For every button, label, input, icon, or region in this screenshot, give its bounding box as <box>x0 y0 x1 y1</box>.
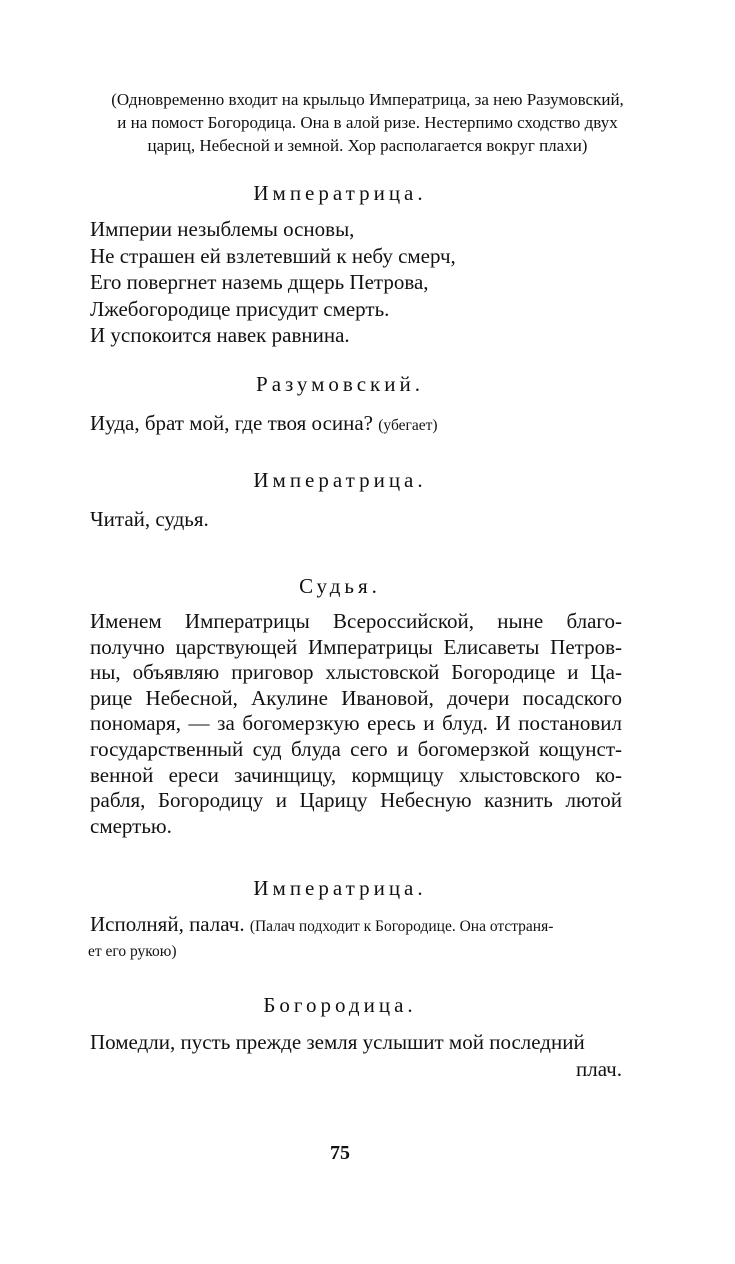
empress-order <box>88 910 622 960</box>
empress-verse <box>90 216 650 349</box>
empress-order-remark: (Палач подходит к Богородице. Она отстраня- <box>249 918 554 935</box>
verdict-line: рице Небесной, Акулине Ивановой, дочери посадского <box>90 685 622 710</box>
verse-line: Лжебогородице присудит смерть. <box>90 296 390 321</box>
speaker-judge: Судья. <box>299 574 381 598</box>
razumovsky-line <box>90 410 650 439</box>
stage-direction-line: и на помост Богородица. Она в алой ризе. Нестерпимо сходство двух <box>117 113 618 132</box>
empress-order-remark-cont: ет его рукою) <box>88 943 177 960</box>
verdict-line: рабля, Богородицу и Царицу Небесную казнить лютой <box>90 788 622 813</box>
stage-direction-line: (Одновременно входит на крыльцо Императрица, за нею Разумовский, <box>111 90 624 109</box>
verse-line: Его повергнет наземь дщерь Петрова, <box>90 270 429 294</box>
verdict-line: венной ереси зачинщицу, кормщицу хлыстовского ко- <box>90 762 622 787</box>
verdict-line: смертью. <box>90 813 172 838</box>
stage-direction-line: цариц, Небесной и земной. Хор располагается вокруг плахи) <box>147 136 588 155</box>
speaker-empress: Императрица. <box>253 468 427 492</box>
verdict-line: получно царствующей Императрицы Елисаветы Петров- <box>90 634 622 659</box>
bogoroditsa-text: Помедли, пусть прежде земля услышит мой последний <box>90 1030 585 1054</box>
speaker-razumovsky: Разумовский. <box>256 372 424 396</box>
verse-line: Не страшен ей взлетевший к небу смерч, <box>90 243 456 268</box>
verdict-line: ны, объявляю приговор хлыстовской Богородице и Ца- <box>90 660 622 685</box>
speaker-empress: Императрица. <box>253 876 427 900</box>
verdict-line: государственный суд блуда сего и богомерзкой кощунст- <box>90 736 622 761</box>
stage-direction <box>50 88 685 157</box>
verse-line: И успокоится навек равнина. <box>90 323 350 347</box>
page-number: 75 <box>330 1142 350 1164</box>
razumovsky-text: Иуда, брат мой, где твоя осина? <box>90 411 374 435</box>
razumovsky-remark: (убегает) <box>378 417 438 434</box>
bogoroditsa-line <box>90 1029 622 1083</box>
bogoroditsa-text-cont: плач. <box>575 1057 622 1081</box>
verse-line: Империи незыблемы основы, <box>90 217 355 241</box>
speaker-empress: Императрица. <box>253 181 427 205</box>
judge-verdict <box>90 609 622 839</box>
speaker-bogoroditsa: Богородица. <box>263 993 417 1017</box>
empress-order-text: Исполняй, палач. <box>90 912 245 936</box>
verdict-line: Именем Императрицы Всероссийской, ныне благо- <box>90 609 622 633</box>
empress-line: Читай, судья. <box>90 507 209 531</box>
verdict-line: пономаря, — за богомерзкую ересь и блуд. И постановил <box>90 711 622 736</box>
